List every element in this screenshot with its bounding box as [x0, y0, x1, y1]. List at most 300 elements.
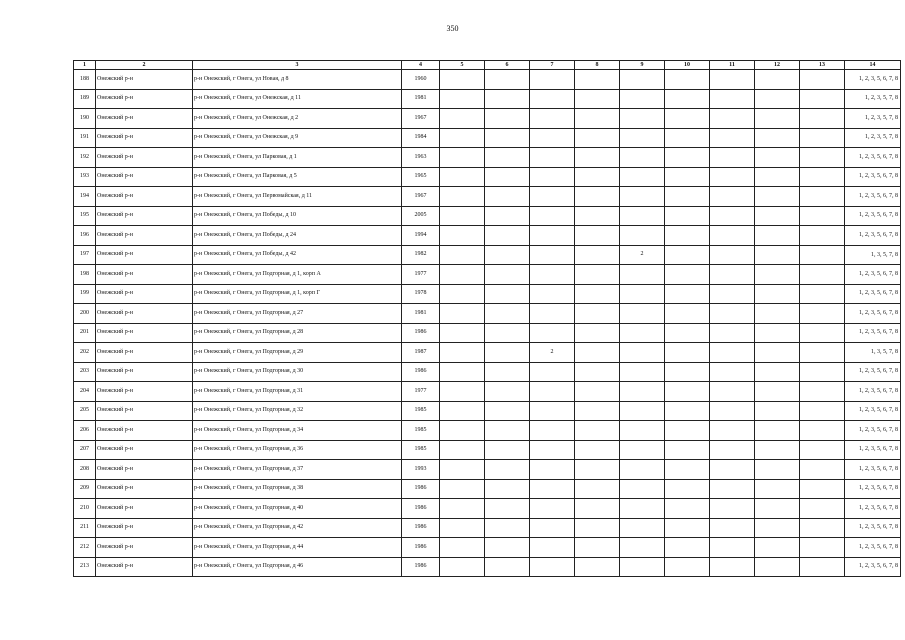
column-9-cell	[620, 284, 665, 304]
column-6-cell	[485, 460, 530, 480]
codes-cell: 1, 2, 3, 5, 6, 7, 8	[845, 167, 901, 187]
table-row	[74, 362, 901, 382]
codes-cell: 1, 2, 3, 5, 7, 8	[845, 128, 901, 148]
column-5-cell	[440, 206, 485, 226]
table-row	[74, 70, 901, 90]
column-13-cell	[800, 518, 845, 538]
column-10-cell	[665, 284, 710, 304]
column-9-cell	[620, 343, 665, 363]
year-cell: 1977	[402, 265, 440, 285]
column-13-cell	[800, 206, 845, 226]
address-cell: р-н Онежский, г Онега, ул Подгорная, д 44	[193, 538, 402, 558]
column-10-cell	[665, 382, 710, 402]
column-9-cell	[620, 206, 665, 226]
codes-cell: 1, 2, 3, 5, 6, 7, 8	[845, 304, 901, 324]
column-5-cell	[440, 557, 485, 577]
column-5-cell	[440, 479, 485, 499]
column-11-cell	[710, 362, 755, 382]
codes-cell: 1, 2, 3, 5, 6, 7, 8	[845, 518, 901, 538]
column-13-cell	[800, 323, 845, 343]
column-11-cell	[710, 304, 755, 324]
address-cell: р-н Онежский, г Онега, ул Подгорная, д 29	[193, 343, 402, 363]
column-12-cell	[755, 89, 800, 109]
table-row	[74, 128, 901, 148]
column-10-cell	[665, 265, 710, 285]
column-5-cell	[440, 401, 485, 421]
column-6-cell	[485, 440, 530, 460]
row-number-cell: 189	[74, 89, 96, 109]
column-10-cell	[665, 499, 710, 519]
column-11-cell	[710, 284, 755, 304]
year-cell: 1977	[402, 382, 440, 402]
column-10-cell	[665, 206, 710, 226]
table-header	[74, 61, 901, 70]
address-cell: р-н Онежский, г Онега, ул Онежская, д 9	[193, 128, 402, 148]
column-13-cell	[800, 538, 845, 558]
column-12-cell	[755, 304, 800, 324]
column-13-cell	[800, 187, 845, 207]
column-5-cell	[440, 518, 485, 538]
column-7-cell	[530, 499, 575, 519]
column-13-cell	[800, 70, 845, 90]
column-10-cell	[665, 226, 710, 246]
row-number-cell: 200	[74, 304, 96, 324]
row-number-cell: 205	[74, 401, 96, 421]
column-9-cell: 2	[620, 245, 665, 265]
column-12-cell	[755, 440, 800, 460]
column-6-cell	[485, 265, 530, 285]
district-cell: Онежский р-н	[96, 343, 193, 363]
column-7-cell	[530, 538, 575, 558]
district-cell: Онежский р-н	[96, 245, 193, 265]
column-7-cell	[530, 265, 575, 285]
column-header: 9	[620, 61, 665, 70]
column-header: 4	[402, 61, 440, 70]
year-cell: 1987	[402, 343, 440, 363]
codes-cell: 1, 2, 3, 5, 6, 7, 8	[845, 70, 901, 90]
column-8-cell	[575, 421, 620, 441]
column-5-cell	[440, 440, 485, 460]
column-12-cell	[755, 538, 800, 558]
column-7-cell	[530, 167, 575, 187]
column-10-cell	[665, 167, 710, 187]
row-number-cell: 206	[74, 421, 96, 441]
column-header: 7	[530, 61, 575, 70]
column-12-cell	[755, 128, 800, 148]
column-6-cell	[485, 557, 530, 577]
column-7-cell	[530, 109, 575, 129]
row-number-cell: 212	[74, 538, 96, 558]
column-11-cell	[710, 167, 755, 187]
column-6-cell	[485, 284, 530, 304]
column-7-cell	[530, 401, 575, 421]
column-7-cell	[530, 304, 575, 324]
codes-cell: 1, 2, 3, 5, 6, 7, 8	[845, 538, 901, 558]
column-5-cell	[440, 343, 485, 363]
column-13-cell	[800, 557, 845, 577]
address-cell: р-н Онежский, г Онега, ул Подгорная, д 40	[193, 499, 402, 519]
column-8-cell	[575, 518, 620, 538]
column-13-cell	[800, 479, 845, 499]
column-7-cell	[530, 440, 575, 460]
codes-cell: 1, 2, 3, 5, 6, 7, 8	[845, 362, 901, 382]
column-11-cell	[710, 460, 755, 480]
column-12-cell	[755, 557, 800, 577]
district-cell: Онежский р-н	[96, 382, 193, 402]
year-cell: 1967	[402, 109, 440, 129]
column-6-cell	[485, 89, 530, 109]
column-12-cell	[755, 265, 800, 285]
table-row	[74, 538, 901, 558]
column-8-cell	[575, 109, 620, 129]
column-8-cell	[575, 460, 620, 480]
year-cell: 1986	[402, 479, 440, 499]
column-6-cell	[485, 323, 530, 343]
column-8-cell	[575, 304, 620, 324]
column-10-cell	[665, 362, 710, 382]
column-11-cell	[710, 382, 755, 402]
year-cell: 1984	[402, 128, 440, 148]
column-11-cell	[710, 70, 755, 90]
column-13-cell	[800, 245, 845, 265]
column-10-cell	[665, 323, 710, 343]
column-header: 8	[575, 61, 620, 70]
address-cell: р-н Онежский, г Онега, ул Подгорная, д 1, корп Г	[193, 284, 402, 304]
column-5-cell	[440, 265, 485, 285]
table-row	[74, 187, 901, 207]
column-5-cell	[440, 460, 485, 480]
column-11-cell	[710, 401, 755, 421]
codes-cell: 1, 3, 5, 7, 8	[845, 343, 901, 363]
address-cell: р-н Онежский, г Онега, ул Победы, д 10	[193, 206, 402, 226]
column-11-cell	[710, 479, 755, 499]
column-5-cell	[440, 70, 485, 90]
column-5-cell	[440, 226, 485, 246]
column-11-cell	[710, 557, 755, 577]
codes-cell: 1, 2, 3, 5, 6, 7, 8	[845, 148, 901, 168]
column-10-cell	[665, 401, 710, 421]
year-cell: 1981	[402, 304, 440, 324]
column-11-cell	[710, 245, 755, 265]
year-cell: 1978	[402, 284, 440, 304]
column-10-cell	[665, 128, 710, 148]
column-9-cell	[620, 226, 665, 246]
column-9-cell	[620, 557, 665, 577]
column-10-cell	[665, 343, 710, 363]
codes-cell: 1, 2, 3, 5, 6, 7, 8	[845, 557, 901, 577]
column-12-cell	[755, 109, 800, 129]
header-row	[74, 61, 901, 70]
district-cell: Онежский р-н	[96, 460, 193, 480]
column-11-cell	[710, 499, 755, 519]
codes-cell: 1, 2, 3, 5, 6, 7, 8	[845, 479, 901, 499]
row-number-cell: 210	[74, 499, 96, 519]
column-10-cell	[665, 440, 710, 460]
column-11-cell	[710, 187, 755, 207]
year-cell: 1986	[402, 518, 440, 538]
year-cell: 1985	[402, 401, 440, 421]
column-13-cell	[800, 304, 845, 324]
column-11-cell	[710, 128, 755, 148]
column-7-cell	[530, 460, 575, 480]
row-number-cell: 193	[74, 167, 96, 187]
address-cell: р-н Онежский, г Онега, ул Подгорная, д 36	[193, 440, 402, 460]
table-row	[74, 421, 901, 441]
district-cell: Онежский р-н	[96, 538, 193, 558]
column-8-cell	[575, 226, 620, 246]
column-11-cell	[710, 343, 755, 363]
column-13-cell	[800, 167, 845, 187]
column-10-cell	[665, 89, 710, 109]
column-5-cell	[440, 304, 485, 324]
column-7-cell	[530, 245, 575, 265]
address-cell: р-н Онежский, г Онега, ул Подгорная, д 34	[193, 421, 402, 441]
column-8-cell	[575, 148, 620, 168]
column-10-cell	[665, 245, 710, 265]
district-cell: Онежский р-н	[96, 89, 193, 109]
column-header: 3	[193, 61, 402, 70]
column-7-cell	[530, 382, 575, 402]
column-13-cell	[800, 89, 845, 109]
year-cell: 1986	[402, 557, 440, 577]
column-5-cell	[440, 128, 485, 148]
row-number-cell: 211	[74, 518, 96, 538]
district-cell: Онежский р-н	[96, 128, 193, 148]
address-cell: р-н Онежский, г Онега, ул Подгорная, д 42	[193, 518, 402, 538]
column-13-cell	[800, 265, 845, 285]
district-cell: Онежский р-н	[96, 70, 193, 90]
table-row	[74, 148, 901, 168]
year-cell: 1985	[402, 421, 440, 441]
codes-cell: 1, 2, 3, 5, 6, 7, 8	[845, 206, 901, 226]
column-9-cell	[620, 323, 665, 343]
column-8-cell	[575, 343, 620, 363]
district-cell: Онежский р-н	[96, 206, 193, 226]
column-13-cell	[800, 284, 845, 304]
column-7-cell	[530, 518, 575, 538]
column-6-cell	[485, 226, 530, 246]
table-row	[74, 557, 901, 577]
row-number-cell: 195	[74, 206, 96, 226]
column-12-cell	[755, 401, 800, 421]
column-5-cell	[440, 323, 485, 343]
column-9-cell	[620, 148, 665, 168]
column-9-cell	[620, 538, 665, 558]
column-7-cell	[530, 187, 575, 207]
column-10-cell	[665, 148, 710, 168]
column-9-cell	[620, 479, 665, 499]
column-6-cell	[485, 382, 530, 402]
column-12-cell	[755, 421, 800, 441]
column-9-cell	[620, 167, 665, 187]
column-5-cell	[440, 89, 485, 109]
year-cell: 1986	[402, 323, 440, 343]
column-header: 11	[710, 61, 755, 70]
column-8-cell	[575, 167, 620, 187]
table-row	[74, 109, 901, 129]
codes-cell: 1, 2, 3, 5, 6, 7, 8	[845, 226, 901, 246]
district-cell: Онежский р-н	[96, 557, 193, 577]
table-row	[74, 304, 901, 324]
codes-cell: 1, 2, 3, 5, 6, 7, 8	[845, 440, 901, 460]
column-8-cell	[575, 245, 620, 265]
column-8-cell	[575, 557, 620, 577]
district-cell: Онежский р-н	[96, 187, 193, 207]
column-6-cell	[485, 362, 530, 382]
column-6-cell	[485, 401, 530, 421]
year-cell: 1963	[402, 148, 440, 168]
column-8-cell	[575, 89, 620, 109]
codes-cell: 1, 2, 3, 5, 6, 7, 8	[845, 421, 901, 441]
column-6-cell	[485, 109, 530, 129]
codes-cell: 1, 2, 3, 5, 6, 7, 8	[845, 187, 901, 207]
codes-cell: 1, 2, 3, 5, 6, 7, 8	[845, 460, 901, 480]
column-9-cell	[620, 265, 665, 285]
codes-cell: 1, 2, 3, 5, 6, 7, 8	[845, 401, 901, 421]
row-number-cell: 207	[74, 440, 96, 460]
column-7-cell	[530, 323, 575, 343]
address-cell: р-н Онежский, г Онега, ул Подгорная, д 37	[193, 460, 402, 480]
district-cell: Онежский р-н	[96, 499, 193, 519]
column-6-cell	[485, 70, 530, 90]
column-7-cell	[530, 89, 575, 109]
column-8-cell	[575, 323, 620, 343]
district-cell: Онежский р-н	[96, 421, 193, 441]
column-10-cell	[665, 557, 710, 577]
column-12-cell	[755, 499, 800, 519]
codes-cell: 1, 2, 3, 5, 7, 8	[845, 109, 901, 129]
column-8-cell	[575, 401, 620, 421]
row-number-cell: 204	[74, 382, 96, 402]
column-11-cell	[710, 440, 755, 460]
column-6-cell	[485, 187, 530, 207]
column-13-cell	[800, 382, 845, 402]
column-9-cell	[620, 421, 665, 441]
column-9-cell	[620, 518, 665, 538]
column-5-cell	[440, 382, 485, 402]
column-9-cell	[620, 499, 665, 519]
column-header: 1	[74, 61, 96, 70]
column-7-cell	[530, 226, 575, 246]
district-cell: Онежский р-н	[96, 323, 193, 343]
row-number-cell: 197	[74, 245, 96, 265]
column-11-cell	[710, 538, 755, 558]
column-header: 2	[96, 61, 193, 70]
table-row	[74, 265, 901, 285]
row-number-cell: 213	[74, 557, 96, 577]
district-cell: Онежский р-н	[96, 148, 193, 168]
table-row	[74, 284, 901, 304]
column-12-cell	[755, 362, 800, 382]
column-6-cell	[485, 245, 530, 265]
column-10-cell	[665, 109, 710, 129]
address-cell: р-н Онежский, г Онега, ул Подгорная, д 46	[193, 557, 402, 577]
column-7-cell	[530, 479, 575, 499]
district-cell: Онежский р-н	[96, 362, 193, 382]
year-cell: 1967	[402, 187, 440, 207]
column-6-cell	[485, 304, 530, 324]
column-5-cell	[440, 148, 485, 168]
row-number-cell: 196	[74, 226, 96, 246]
column-12-cell	[755, 148, 800, 168]
column-5-cell	[440, 284, 485, 304]
column-8-cell	[575, 187, 620, 207]
district-cell: Онежский р-н	[96, 167, 193, 187]
column-7-cell	[530, 557, 575, 577]
address-cell: р-н Онежский, г Онега, ул Подгорная, д 38	[193, 479, 402, 499]
column-header: 14	[845, 61, 901, 70]
column-12-cell	[755, 323, 800, 343]
column-8-cell	[575, 382, 620, 402]
table-row	[74, 226, 901, 246]
column-12-cell	[755, 226, 800, 246]
district-cell: Онежский р-н	[96, 401, 193, 421]
column-11-cell	[710, 518, 755, 538]
district-cell: Онежский р-н	[96, 304, 193, 324]
codes-cell: 1, 2, 3, 5, 6, 7, 8	[845, 382, 901, 402]
address-cell: р-н Онежский, г Онега, ул Подгорная, д 1, корп А	[193, 265, 402, 285]
address-cell: р-н Онежский, г Онега, ул Новая, д 8	[193, 70, 402, 90]
table-row	[74, 89, 901, 109]
column-13-cell	[800, 460, 845, 480]
year-cell: 1981	[402, 89, 440, 109]
column-8-cell	[575, 362, 620, 382]
column-13-cell	[800, 226, 845, 246]
table-row	[74, 382, 901, 402]
table-row	[74, 206, 901, 226]
column-5-cell	[440, 245, 485, 265]
page-number: 350	[446, 24, 459, 33]
column-13-cell	[800, 499, 845, 519]
column-header: 5	[440, 61, 485, 70]
row-number-cell: 191	[74, 128, 96, 148]
table-row	[74, 167, 901, 187]
column-13-cell	[800, 148, 845, 168]
column-5-cell	[440, 109, 485, 129]
row-number-cell: 188	[74, 70, 96, 90]
column-11-cell	[710, 421, 755, 441]
table-row	[74, 343, 901, 363]
column-11-cell	[710, 109, 755, 129]
column-13-cell	[800, 343, 845, 363]
column-11-cell	[710, 89, 755, 109]
column-6-cell	[485, 499, 530, 519]
column-7-cell	[530, 70, 575, 90]
column-6-cell	[485, 343, 530, 363]
table-row	[74, 440, 901, 460]
column-7-cell	[530, 362, 575, 382]
column-10-cell	[665, 538, 710, 558]
column-8-cell	[575, 284, 620, 304]
column-header: 12	[755, 61, 800, 70]
address-cell: р-н Онежский, г Онега, ул Подгорная, д 30	[193, 362, 402, 382]
column-12-cell	[755, 284, 800, 304]
codes-cell: 1, 2, 3, 5, 6, 7, 8	[845, 499, 901, 519]
row-number-cell: 201	[74, 323, 96, 343]
column-12-cell	[755, 343, 800, 363]
column-10-cell	[665, 70, 710, 90]
column-13-cell	[800, 421, 845, 441]
column-9-cell	[620, 187, 665, 207]
year-cell: 1960	[402, 70, 440, 90]
column-header: 6	[485, 61, 530, 70]
codes-cell: 1, 3, 5, 7, 8	[845, 245, 901, 265]
year-cell: 1985	[402, 440, 440, 460]
row-number-cell: 198	[74, 265, 96, 285]
district-cell: Онежский р-н	[96, 265, 193, 285]
column-10-cell	[665, 479, 710, 499]
district-cell: Онежский р-н	[96, 518, 193, 538]
